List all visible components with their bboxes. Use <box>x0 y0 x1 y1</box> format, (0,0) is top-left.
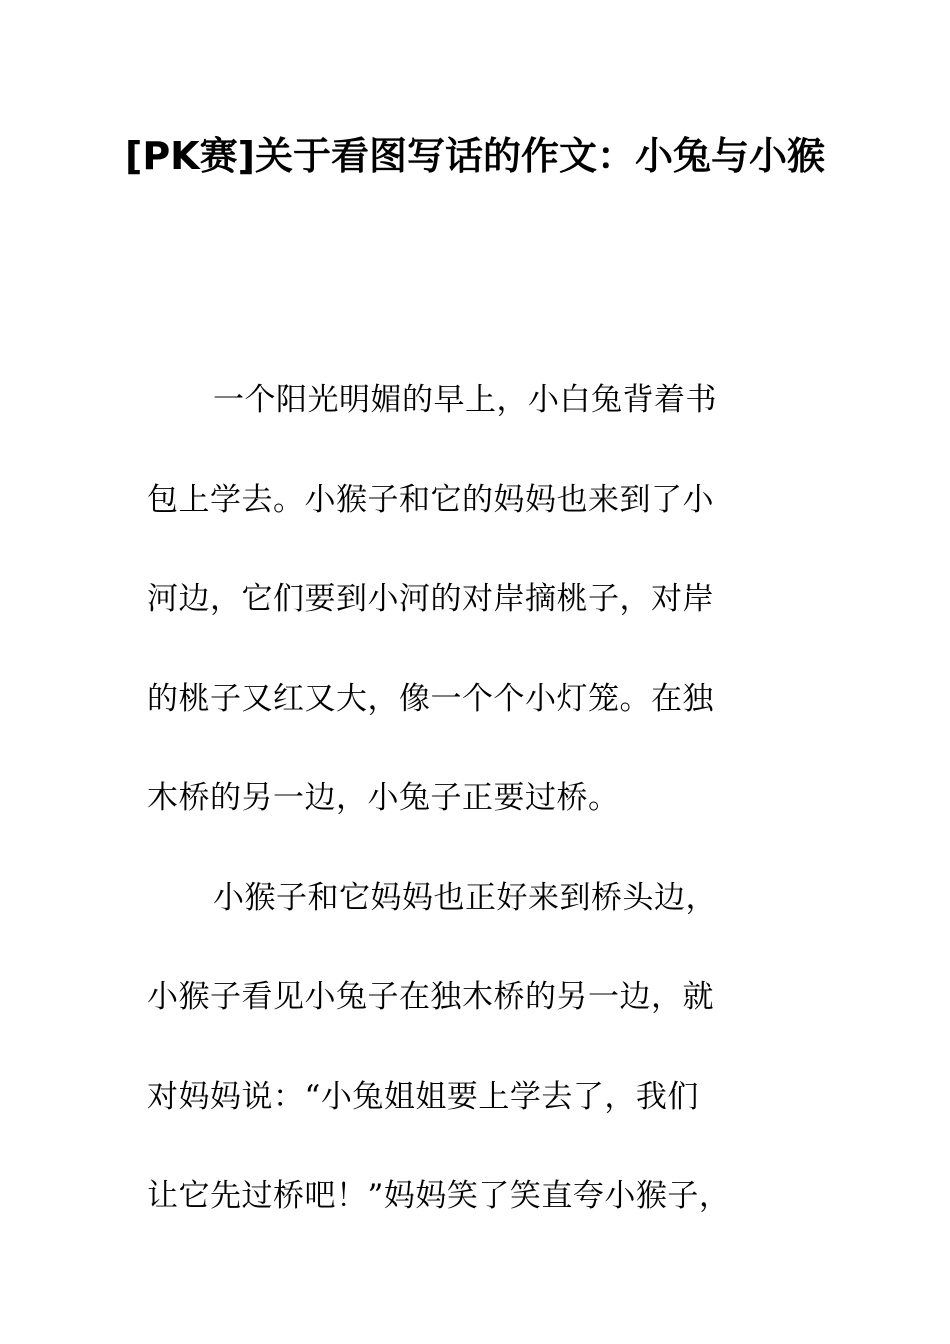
article-body <box>147 362 807 1258</box>
paragraph-1-line-5: 木桥的另一边，小兔子正要过桥。 <box>147 780 620 816</box>
paragraph-1-line-1: 一个阳光明媚的早上，小白兔背着书 <box>213 382 717 418</box>
paragraph-2-line-4: 让它先过桥吧！”妈妈笑了笑直夸小猴子， <box>147 1178 731 1214</box>
paragraph-1-line-2: 包上学去。小猴子和它的妈妈也来到了小 <box>147 481 714 518</box>
paragraph-2-line-1: 小猴子和它妈妈也正好来到桥头边， <box>213 879 717 916</box>
paragraph-1-line-3: 河边，它们要到小河的对岸摘桃子，对岸 <box>147 581 714 617</box>
document-title: [PK赛]关于看图写话的作文：小兔与小猴 <box>124 134 826 178</box>
paragraph-2-line-2: 小猴子看见小兔子在独木桥的另一边，就 <box>147 979 714 1015</box>
paragraph-2-line-3: 对妈妈说：“小兔姐姐要上学去了，我们 <box>147 1078 699 1115</box>
paragraph-1-line-4: 的桃子又红又大，像一个个小灯笼。在独 <box>147 680 714 717</box>
